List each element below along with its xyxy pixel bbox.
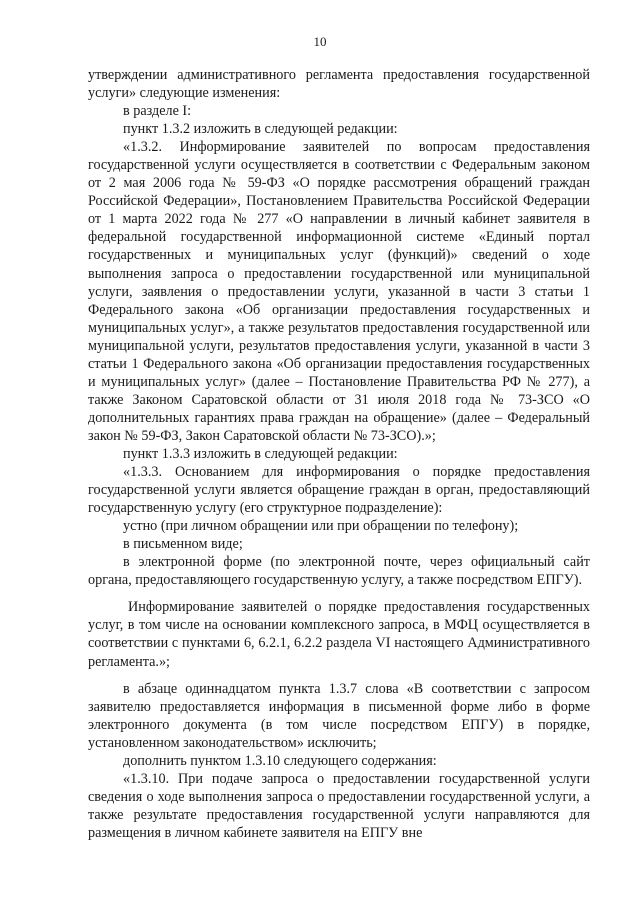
paragraph-point-132-text: «1.3.2. Информирование заявителей по вопросам предоставления государственной услуги осуществляется в соответствии с Федеральным законом от 2 мая 2006 года № 59-ФЗ «О порядке рассмотрения обращений граждан Российской Федерации», Постановлением Правительства Российской Федерации от 1 марта 2022 года № 277 «О направлении в личный кабинет заявителя в федеральной государственной информационной системе «Единый портал государственных и муниципальных услуг (функций)» сведений о ходе выполнения запроса о предоставлении государственной или муниципальной услуги, заявления о предоставлении услуги, указанной в части 3 статьи 1 Федерального закона «Об организации предоставления государственных и муниципальных услуг», а также результатов предоставления государственной или муниципальной услуги, результатов предоставления услуги, указанной в части 3 статьи 1 Федерального закона «Об организации предоставления государственных и муниципальных услуг» (далее – Постановление Правительства РФ № 277), а также Законом Саратовской области от 31 июля 2018 года № 73-ЗСО «О дополнительных гарантиях права граждан на обращение» (далее – Федеральный закон № 59-ФЗ, Закон Саратовской области № 73-ЗСО).»;: [88, 139, 590, 444]
document-body: [88, 66, 590, 842]
paragraph-intro: утверждении административного регламента предоставления государственной услуги» следующие изменения:: [88, 67, 590, 102]
paragraph-point-133-heading: пункт 1.3.3 изложить в следующей редакции:: [123, 445, 398, 462]
paragraph-electronic: в электронной форме (по электронной почте, через официальный сайт органа, предоставляющего государственную услугу, а также посредством ЕПГУ).: [88, 554, 590, 589]
paragraph-point-1310-text: «1.3.10. При подаче запроса о предоставлении государственной услуги сведения о ходе выполнения запроса о предоставлении государственной услуги, а также результате предоставления государственной услуги направляются для размещения в личном кабинете заявителя на ЕПГУ вне: [88, 770, 590, 841]
paragraph-mfc-informing: Информирование заявителей о порядке предоставления государственных услуг, в том числе на основании комплексного запроса, в МФЦ осуществляется в соответствии с пунктами 6, 6.2.1, 6.2.2 раздела VI настоящего Административного регламента.»;: [88, 599, 590, 670]
paragraph-point-1310-heading: дополнить пунктом 1.3.10 следующего содержания:: [123, 752, 437, 769]
paragraph-point-133-text: «1.3.3. Основанием для информирования о порядке предоставления государственной услуги является обращение граждан в орган, предоставляющий государственную услугу (его структурное подразделение):: [88, 464, 590, 517]
paragraph-section-1: в разделе I:: [123, 103, 192, 120]
paragraph-written: в письменном виде;: [123, 536, 243, 553]
page-number: 10: [313, 34, 327, 49]
paragraph-point-132-heading: пункт 1.3.2 изложить в следующей редакции:: [123, 121, 398, 138]
paragraph-oral: устно (при личном обращении или при обращении по телефону);: [123, 518, 519, 535]
paragraph-point-137-change: в абзаце одиннадцатом пункта 1.3.7 слова «В соответствии с запросом заявителю предоставляется информация в письменной форме либо в форме электронного документа (в том числе посредством ЕПГУ) в порядке, установленном законодательством» исключить;: [88, 680, 590, 751]
